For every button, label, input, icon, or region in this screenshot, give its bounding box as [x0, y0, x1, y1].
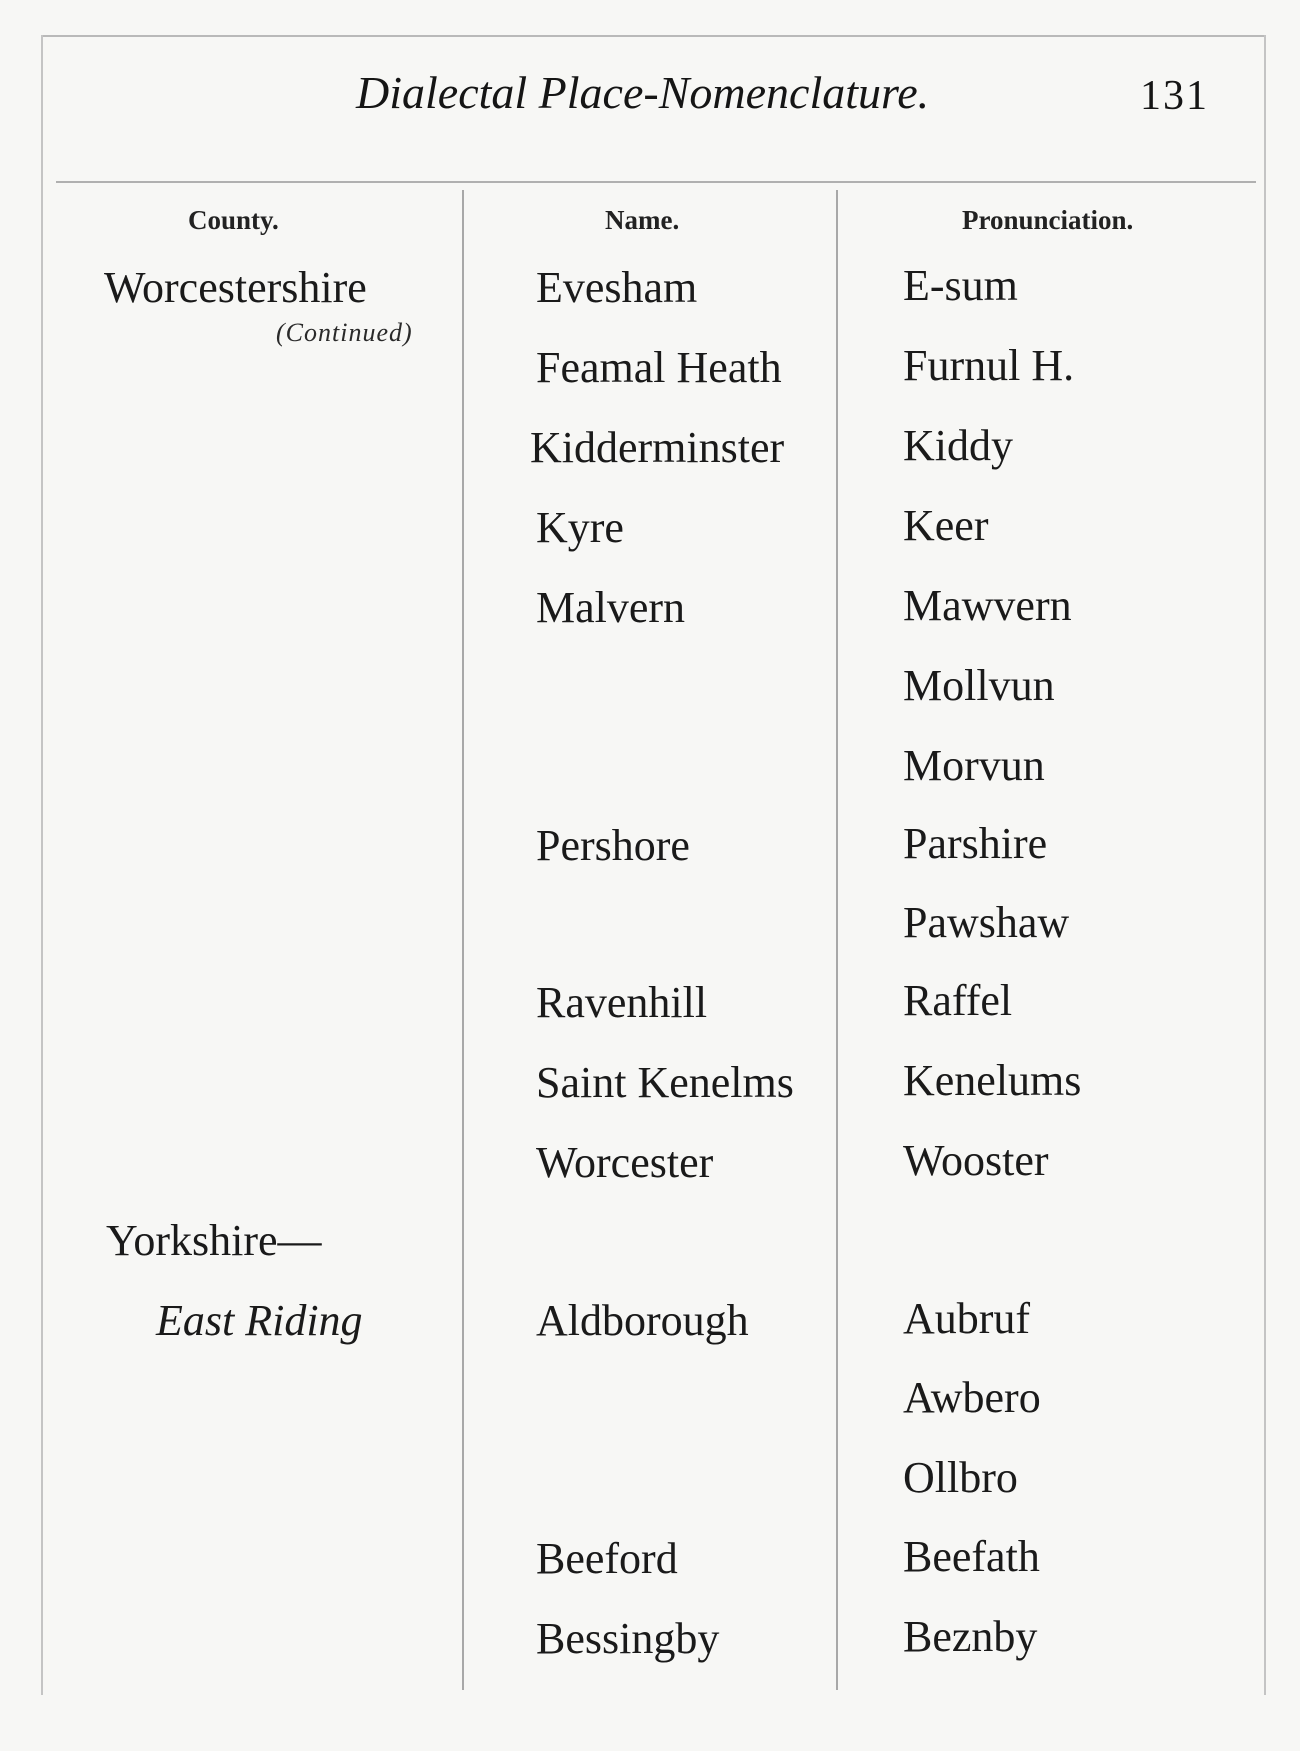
pronunciation: Furnul H.: [903, 341, 1075, 390]
place-name: Beeford: [536, 1534, 678, 1583]
pronunciation: Aubruf: [903, 1294, 1031, 1343]
column-header-pronunciation: Pronunciation.: [962, 205, 1134, 235]
column-header-name: Name.: [605, 205, 680, 235]
column-header-county: County.: [188, 205, 279, 235]
place-name: Kyre: [536, 503, 624, 552]
pronunciation: Beefath: [903, 1532, 1040, 1581]
pronunciation: Kiddy: [903, 421, 1013, 470]
place-name: Malvern: [536, 583, 686, 632]
pronunciation: Wooster: [903, 1136, 1049, 1185]
page-number: 131: [1140, 73, 1209, 119]
riding-east: East Riding: [156, 1296, 363, 1345]
pronunciation: Beznby: [903, 1612, 1038, 1661]
place-name: Aldborough: [536, 1296, 749, 1345]
running-title: Dialectal Place-Nomenclature.: [356, 67, 930, 118]
page-border-left: [41, 35, 43, 1695]
county-yorkshire: Yorkshire—: [106, 1216, 322, 1265]
pronunciation: Kenelums: [903, 1056, 1082, 1105]
pronunciation: Ollbro: [903, 1453, 1018, 1502]
pronunciation: Pawshaw: [903, 898, 1070, 947]
pronunciation: E-sum: [903, 261, 1018, 310]
place-name: Evesham: [536, 263, 698, 312]
place-name: Ravenhill: [536, 978, 708, 1027]
pronunciation: Mollvun: [903, 661, 1055, 710]
pronunciation: Mawvern: [903, 581, 1072, 630]
pronunciation: Parshire: [903, 819, 1048, 868]
pronunciation: Awbero: [903, 1373, 1041, 1422]
pronunciation: Keer: [903, 501, 989, 550]
place-name: Bessingby: [536, 1614, 720, 1663]
place-name: Feamal Heath: [536, 343, 782, 392]
place-name: Kidderminster: [530, 423, 785, 472]
column-divider-2: [836, 190, 838, 1690]
pronunciation: Raffel: [903, 976, 1013, 1025]
place-name: Pershore: [536, 821, 690, 870]
page-border-top: [42, 35, 1266, 37]
header-rule: [56, 181, 1256, 183]
continued-note: (Continued): [276, 318, 413, 347]
place-name: Saint Kenelms: [536, 1058, 794, 1107]
page-border-right: [1264, 35, 1266, 1695]
county-worcestershire: Worcestershire: [104, 263, 367, 312]
place-name: Worcester: [536, 1138, 714, 1187]
pronunciation: Morvun: [903, 741, 1045, 790]
column-divider-1: [462, 190, 464, 1690]
